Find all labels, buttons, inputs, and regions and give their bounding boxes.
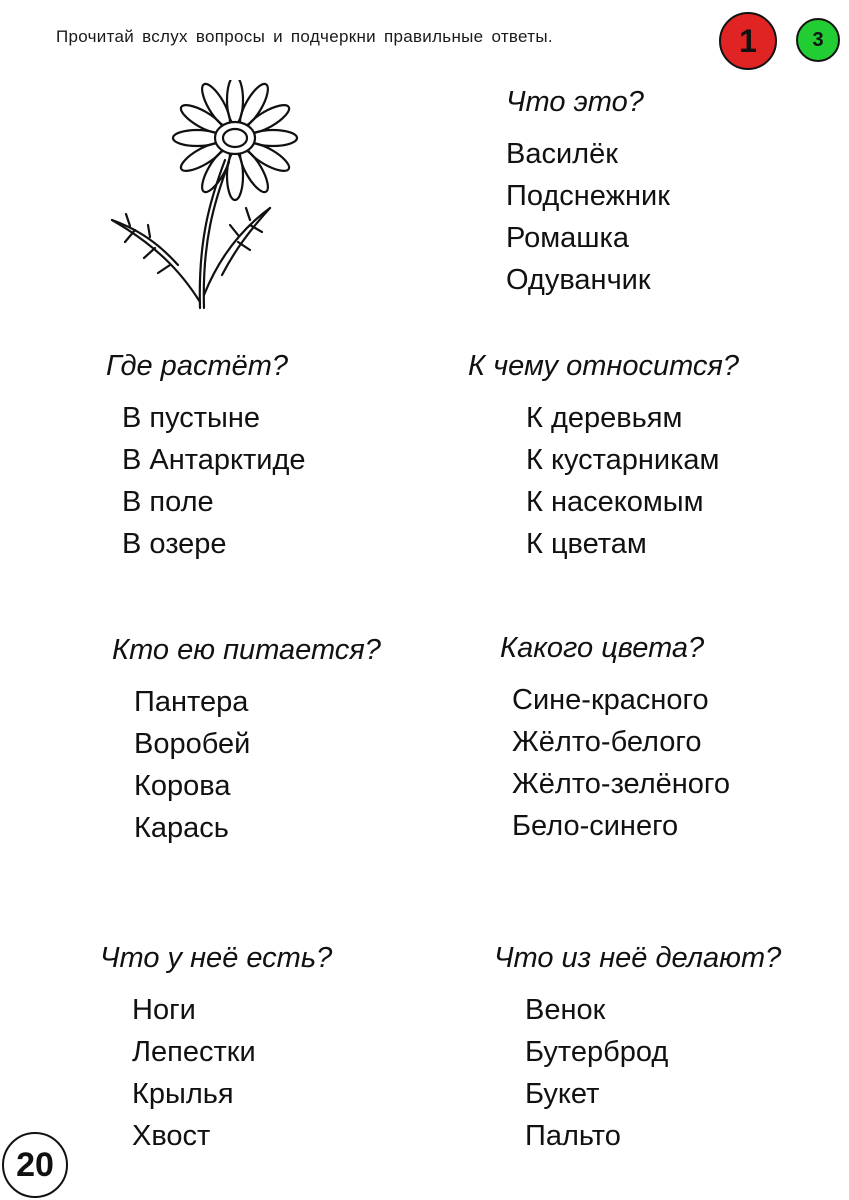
- answer-option[interactable]: Воробей: [134, 728, 251, 760]
- question-block-category: [468, 350, 739, 565]
- answer-option[interactable]: Бутерброд: [525, 1036, 669, 1068]
- red-number-badge: 1: [719, 12, 777, 70]
- question-label: К чему относится?: [468, 350, 740, 382]
- answer-option[interactable]: Венок: [525, 994, 606, 1026]
- question-label: Что из неё делают?: [494, 942, 782, 974]
- question-label: Кто ею питается?: [112, 634, 381, 666]
- question-label: Что это?: [506, 86, 644, 118]
- answer-option[interactable]: Карась: [134, 812, 229, 844]
- question-label: Что у неё есть?: [100, 942, 333, 974]
- answer-option[interactable]: В Антарктиде: [122, 444, 306, 476]
- answer-option[interactable]: Крылья: [132, 1078, 234, 1110]
- answer-option[interactable]: Пантера: [134, 686, 249, 718]
- answer-option[interactable]: Одуванчик: [506, 264, 651, 296]
- answer-option[interactable]: Пальто: [525, 1120, 621, 1152]
- answer-option[interactable]: Бело-синего: [512, 810, 679, 842]
- page-number-badge: 20: [2, 1132, 68, 1198]
- daisy-flower-icon: [100, 80, 315, 315]
- question-block-what-is-made: [494, 942, 781, 1157]
- answer-option[interactable]: Сине-красного: [512, 684, 709, 716]
- green-number-badge: 3: [796, 18, 840, 62]
- question-block-color: [500, 632, 730, 847]
- answer-option[interactable]: В озере: [122, 528, 227, 560]
- answer-option[interactable]: Жёлто-белого: [512, 726, 702, 758]
- answer-option[interactable]: К насекомым: [526, 486, 704, 518]
- question-block-what-it-has: [100, 942, 332, 1157]
- question-block-who-eats: [112, 634, 381, 849]
- answer-option[interactable]: К цветам: [526, 528, 647, 560]
- answer-option[interactable]: Василёк: [506, 138, 618, 170]
- answer-option[interactable]: Жёлто-зелёного: [512, 768, 730, 800]
- answer-option[interactable]: Лепестки: [132, 1036, 256, 1068]
- answer-option[interactable]: В пустыне: [122, 402, 261, 434]
- answer-option[interactable]: В поле: [122, 486, 214, 518]
- question-label: Какого цвета?: [500, 632, 705, 664]
- question-block-what-is-it: [506, 86, 670, 301]
- answer-option[interactable]: Подснежник: [506, 180, 670, 212]
- answer-option[interactable]: Хвост: [132, 1120, 211, 1152]
- answer-option[interactable]: К деревьям: [526, 402, 683, 434]
- instruction-text: Прочитай вслух вопросы и подчеркни правильные ответы.: [56, 27, 553, 46]
- question-label: Где растёт?: [106, 350, 289, 382]
- answer-option[interactable]: Букет: [525, 1078, 600, 1110]
- answer-option[interactable]: К кустарникам: [526, 444, 720, 476]
- question-block-where-grows: [106, 350, 306, 565]
- answer-option[interactable]: Ромашка: [506, 222, 629, 254]
- answer-option[interactable]: Ноги: [132, 994, 196, 1026]
- answer-option[interactable]: Корова: [134, 770, 231, 802]
